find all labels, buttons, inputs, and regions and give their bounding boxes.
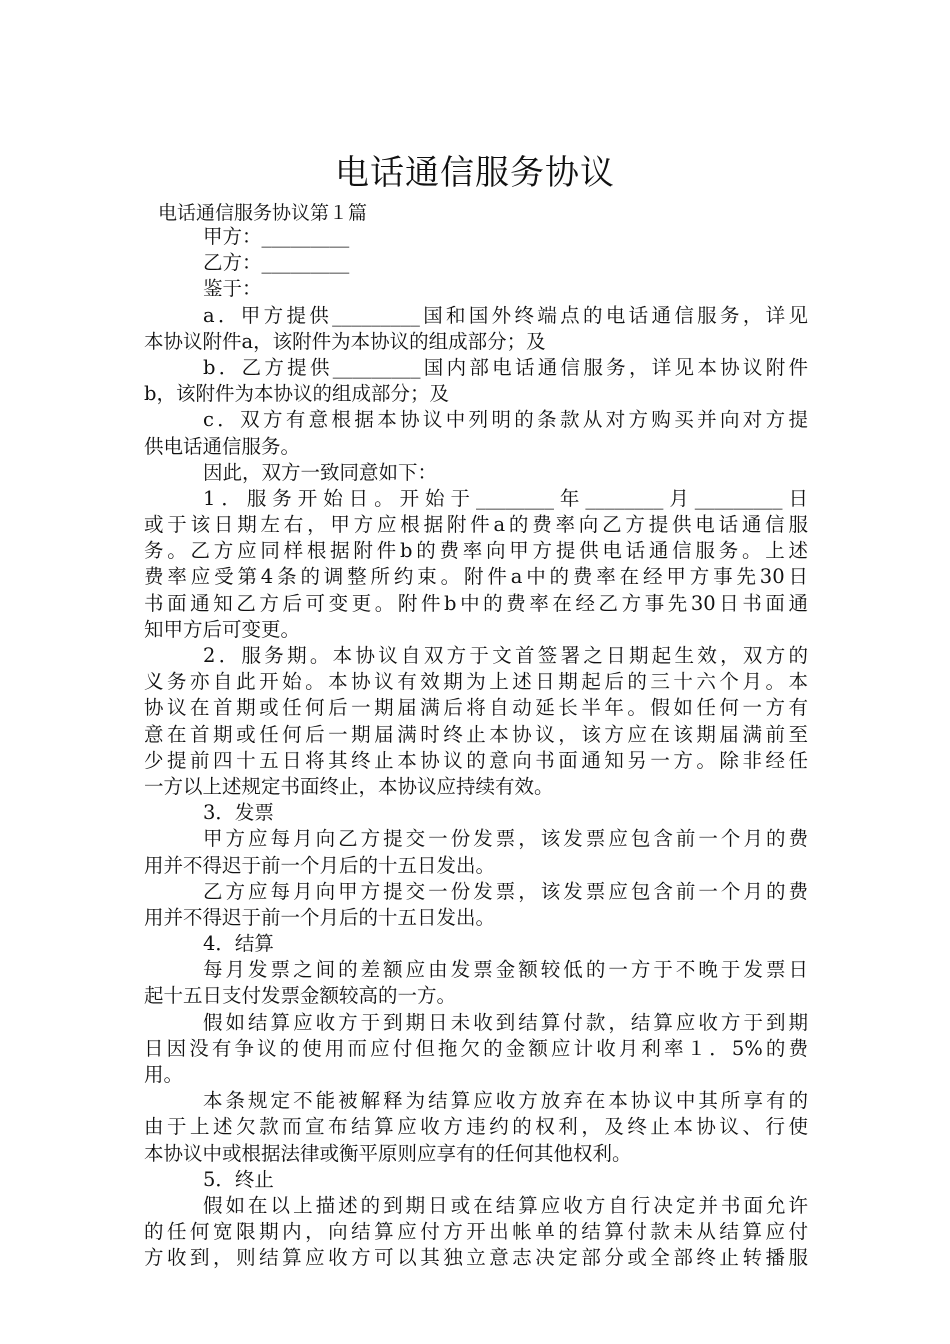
body-text-line: 或于该日期左右，甲方应根据附件a的费率向乙方提供电话通信服 <box>144 513 808 537</box>
body-text-line: 5．终止 <box>203 1167 274 1191</box>
body-text-line: 假如在以上描述的到期日或在结算应收方自行决定并书面允许 <box>203 1193 808 1217</box>
body-text-line: 鉴于： <box>203 277 262 301</box>
body-text-line: 本条规定不能被解释为结算应收方放弃在本协议中其所享有的 <box>203 1089 808 1113</box>
body-text-line: 本协议中或根据法律或衡平原则应享有的任何其他权利。 <box>144 1141 632 1165</box>
body-text-line: 2．服务期。本协议自双方于文首签署之日期起生效，双方的 <box>203 644 808 667</box>
document-body <box>144 224 808 1272</box>
body-text-line: 起十五日支付发票金额较高的一方。 <box>144 984 457 1008</box>
document-subtitle: 电话通信服务协议第１篇 <box>158 202 368 224</box>
document-title: 电话通信服务协议 <box>335 152 615 193</box>
body-text-line: b，该附件为本协议的组成部分；及 <box>144 382 449 406</box>
body-text-line: 费率应受第4条的调整所约束。附件a中的费率在经甲方事先30日 <box>144 565 808 589</box>
body-text-line: 供电话通信服务。 <box>144 434 301 458</box>
body-text-line: 4．结算 <box>203 932 274 956</box>
body-text-line: 因此，双方一致同意如下： <box>203 460 438 484</box>
body-text-line: 1．服务开始日。开始于________年________月_________日 <box>203 486 808 510</box>
body-text-line: 日因没有争议的使用而应付但拖欠的金额应计收月利率１．5%的费 <box>144 1036 808 1060</box>
body-text-line: 一方以上述规定书面终止，本协议应持续有效。 <box>144 774 554 798</box>
body-text-line: 用。 <box>144 1063 184 1086</box>
body-text-line: 由于上述欠款而宣布结算应收方违约的权利，及终止本协议、行使 <box>144 1115 808 1139</box>
body-text-line: 书面通知乙方后可变更。附件b中的费率在经乙方事先30日书面通 <box>144 591 808 615</box>
body-text-line: 3．发票 <box>203 801 274 825</box>
body-text-line: a．甲方提供_________国和国外终端点的电话通信服务，详见 <box>203 303 808 327</box>
body-text-line: c．双方有意根据本协议中列明的条款从对方购买并向对方提 <box>203 408 808 432</box>
body-text-line: 的任何宽限期内，向结算应付方开出帐单的结算付款未从结算应付 <box>144 1220 808 1244</box>
body-text-line: b．乙方提供_________国内部电话通信服务，详见本协议附件 <box>203 355 808 379</box>
body-text-line: 甲方应每月向乙方提交一份发票，该发票应包含前一个月的费 <box>203 827 808 851</box>
body-text-line: 少提前四十五日将其终止本协议的意向书面通知另一方。除非经任 <box>144 748 808 772</box>
body-text-line: 方收到，则结算应收方可以其独立意志决定部分或全部终止转播服 <box>144 1246 808 1270</box>
body-text-line: 假如结算应收方于到期日未收到结算付款，结算应收方于到期 <box>203 1010 808 1034</box>
body-text-line: 义务亦自此开始。本协议有效期为上述日期起后的三十六个月。本 <box>144 670 808 694</box>
body-text-line: 意在首期或任何后一期届满时终止本协议，该方应在该期届满前至 <box>144 722 808 746</box>
body-text-line: 乙方：_________ <box>203 251 350 275</box>
body-text-line: 甲方：_________ <box>203 225 350 248</box>
body-text-line: 用并不得迟于前一个月后的十五日发出。 <box>144 905 496 929</box>
body-text-line: 本协议附件a，该附件为本协议的组成部分；及 <box>144 329 546 353</box>
body-text-line: 每月发票之间的差额应由发票金额较低的一方于不晚于发票日 <box>203 958 808 982</box>
body-text-line: 乙方应每月向甲方提交一份发票，该发票应包含前一个月的费 <box>203 879 808 903</box>
body-text-line: 务。乙方应同样根据附件b的费率向甲方提供电话通信服务。上述 <box>144 539 808 563</box>
body-text-line: 知甲方后可变更。 <box>144 617 301 641</box>
body-text-line: 协议在首期或任何后一期届满后将自动延长半年。假如任何一方有 <box>144 696 808 720</box>
body-text-line: 用并不得迟于前一个月后的十五日发出。 <box>144 853 496 877</box>
